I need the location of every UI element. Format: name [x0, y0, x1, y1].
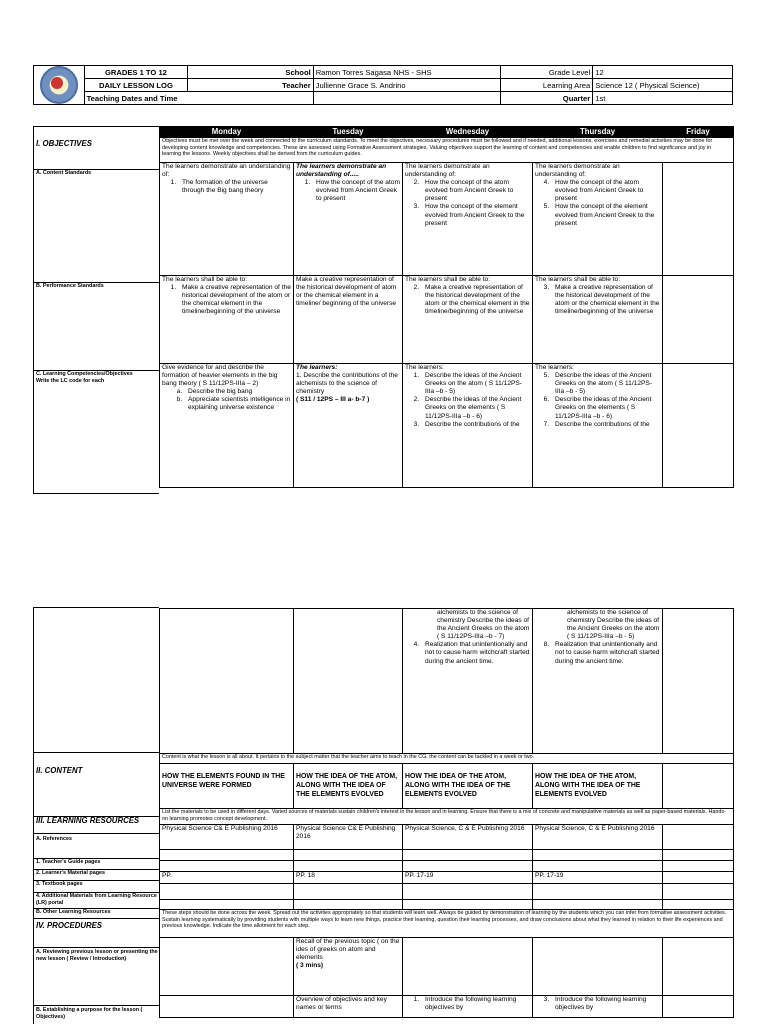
- content-std-wednesday: [403, 163, 533, 276]
- grade-level-label: Grade Level: [501, 66, 593, 79]
- purpose-friday: [663, 996, 734, 1018]
- tue-comp-text: 1. Describe the contributions of the alchemists to the science of chemistry: [296, 372, 398, 396]
- cont-tuesday: [294, 609, 403, 754]
- content-std-tuesday: [294, 163, 403, 276]
- header-table: [33, 65, 733, 105]
- thu-comp-item2: 6. Describe the ideas of the Ancient Greeks on the elements ( S 11/12PS-IIIa –b - 6): [551, 396, 660, 420]
- competency-monday: [160, 364, 294, 488]
- competencies-label-2: Write the LC code for each: [36, 378, 105, 384]
- purpose-tuesday: Overview of objectives and key names or terms: [294, 996, 403, 1018]
- day-monday: Monday: [160, 127, 294, 138]
- learning-area-value: Science 12 ( Physical Science): [593, 79, 733, 92]
- tue-cs-intro: The learners demonstrate an understanding of.....: [296, 163, 387, 179]
- references-label: A. References: [36, 836, 72, 842]
- thu-cs-intro: The learners demonstrate an understanding of:: [535, 163, 620, 179]
- other-friday: [663, 900, 734, 910]
- purpose-thu-item: 3. Introduce the following learning objectives by: [551, 996, 660, 1012]
- review-friday: [663, 938, 734, 996]
- other-thursday: [533, 900, 663, 910]
- purpose-thursday: [533, 996, 663, 1018]
- tb-friday: [663, 872, 734, 884]
- wed-cs-item1: 2. How the concept of the atom evolved from Ancient Greek to present: [421, 179, 530, 203]
- divider: [33, 833, 159, 834]
- divider: [33, 947, 159, 948]
- other-monday: [160, 900, 294, 910]
- perf-std-thursday: [533, 276, 663, 364]
- day-thursday: Thursday: [533, 127, 663, 138]
- content-wednesday: HOW THE IDEA OF THE ATOM, ALONG WITH THE IDEA OF THE ELEMENTS EVOLVED: [403, 764, 533, 809]
- review-tue-time: ( 3 mins): [296, 962, 324, 970]
- objectives-table: [159, 126, 734, 488]
- wed-cont-text: alchemists to the science of chemistry Describe the ideas of the Ancient Greeks on the atom ( S 11/12PS-IIIa –b - 7): [437, 609, 530, 641]
- learning-area-label: Learning Area: [501, 79, 593, 92]
- competency-thursday: [533, 364, 663, 488]
- mon-ps-intro: The learners shall be able to:: [162, 276, 248, 283]
- divider: [33, 1005, 159, 1006]
- mon-cs-item: 1. The formation of the universe through the Big bang theory: [178, 179, 291, 195]
- review-monday: [160, 938, 294, 996]
- thu-cont-item8: 8. Realization that unintentionally and not to cause harm witchcraft started during the ancient time.: [551, 641, 660, 665]
- thu-comp-item1: 5. Describe the ideas of the Ancient Greeks on the atom ( S 11/12PS-IIIa –b - 5): [551, 372, 660, 396]
- thu-comp-intro: The learners:: [535, 364, 574, 371]
- content-std-thursday: [533, 163, 663, 276]
- competency-friday: [663, 364, 734, 488]
- tg-tuesday: [294, 850, 403, 861]
- lm-wednesday: [403, 861, 533, 872]
- tb-thursday: PP. 17-19: [533, 872, 663, 884]
- tue-comp-code: ( S11 / 12PS – III a- b-7 ): [296, 396, 370, 404]
- cont-monday: [160, 609, 294, 754]
- wed-ps-item: 2. Make a creative representation of the historical development of the atom or the chemical element in the timeline/beginning of the universe: [421, 284, 530, 316]
- day-wednesday: Wednesday: [403, 127, 533, 138]
- content-thursday: HOW THE IDEA OF THE ATOM, ALONG WITH THE IDEA OF THE ELEMENTS EVOLVED: [533, 764, 663, 809]
- tg-wednesday: [403, 850, 533, 861]
- other-tuesday: [294, 900, 403, 910]
- purpose-wed-item: 1. Introduce the following learning objectives by: [421, 996, 530, 1012]
- other-resources-label: B. Other Learning Resources: [36, 909, 111, 915]
- perf-std-wednesday: [403, 276, 533, 364]
- review-tue-text: Recall of the previous topic ( on the ides of greeks on atom and elements: [296, 938, 400, 962]
- tg-pages-label: 1. Teacher's Guide pages: [36, 859, 101, 865]
- lr-portal-label: 4. Additional Materials from Learning Resource (LR) portal: [36, 893, 157, 906]
- review-thursday: [533, 938, 663, 996]
- tb-tuesday: PP. 18: [294, 872, 403, 884]
- teaching-dates-label: Teaching Dates and Time: [84, 92, 313, 105]
- lm-thursday: [533, 861, 663, 872]
- content-friday: [663, 764, 734, 809]
- cont-friday: [663, 609, 734, 754]
- performance-standards-label: B. Performance Standards: [36, 283, 104, 289]
- lr-wednesday: [403, 884, 533, 900]
- tb-monday: PP.: [160, 872, 294, 884]
- mon-comp-b: b. Appreciate scientists intelligence in explaining universe existence: [184, 396, 291, 412]
- purpose-label: B. Establishing a purpose for the lesson ( Objectives): [36, 1007, 143, 1020]
- objectives-heading: I. OBJECTIVES: [36, 139, 92, 148]
- competencies-label-1: C. Learning Competencies/Objectives: [36, 371, 133, 377]
- wed-comp-item3: 3. Describe the contributions of the: [421, 421, 530, 429]
- thu-cs-item2: 5. How the concept of the element evolved from Ancient Greek to the present: [551, 203, 660, 227]
- cont-thursday: [533, 609, 663, 754]
- wed-cs-item2: 3. How the concept of the element evolved from Ancient Greek to the present: [421, 203, 530, 227]
- content-standards-label: A. Content Standards: [36, 170, 92, 176]
- ref-monday: Physical Science C& E Publishing 2016: [160, 825, 294, 850]
- day-tuesday: Tuesday: [294, 127, 403, 138]
- divider: [33, 918, 159, 919]
- ref-tuesday: Physical Science C& E Publishing 2016: [294, 825, 403, 850]
- wed-ps-intro: The learners shall be able to:: [405, 276, 491, 283]
- lm-tuesday: [294, 861, 403, 872]
- other-wednesday: [403, 900, 533, 910]
- cont-wednesday: [403, 609, 533, 754]
- perf-std-monday: [160, 276, 294, 364]
- wed-comp-intro: The learners:: [405, 364, 444, 371]
- lr-friday: [663, 884, 734, 900]
- thu-cont-text: alchemists to the science of chemistry Describe the ideas of the Ancient Greeks on the atom ( S 11/12PS-IIIa –b - 5): [567, 609, 660, 641]
- ref-thursday: Physical Science, C & E Publishing 2016: [533, 825, 663, 850]
- content-heading: II. CONTENT: [36, 766, 83, 775]
- procedures-heading: IV. PROCEDURES: [36, 921, 103, 930]
- wed-comp-item1: 1. Describe the ideas of the Ancient Greeks on the atom ( S 11/12PS-IIIa –b - 5): [421, 372, 530, 396]
- resources-heading: III. LEARNING RESOURCES: [36, 816, 140, 825]
- content-description: Content is what the lesson is all about. It pertains to the subject matter that the teacher aims to teach in the CG, the content can be tackled in a week or two.: [160, 754, 734, 764]
- log-title-line2: DAILY LESSON LOG: [84, 79, 188, 92]
- divider: [33, 607, 159, 608]
- left-label-column-p2: [33, 608, 159, 1024]
- wed-cs-intro: The learners demonstrate an understanding of:: [405, 163, 490, 179]
- review-wednesday: [403, 938, 533, 996]
- tue-comp-intro: The learners:: [296, 364, 338, 371]
- lm-friday: [663, 861, 734, 872]
- school-value: Ramon Torres Sagasa NHS - SHS: [313, 66, 500, 79]
- content-tuesday: HOW THE IDEA OF THE ATOM, ALONG WITH THE IDEA OF THE ELEMENTS EVOLVED: [294, 764, 403, 809]
- mon-comp-text: Give evidence for and describe the formation of heavier elements in the big bang theory ( S 11/12PS-IIIa – 2): [162, 364, 278, 388]
- purpose-monday: [160, 996, 294, 1018]
- mon-comp-a: a. Describe the big bang: [184, 388, 291, 396]
- lr-tuesday: [294, 884, 403, 900]
- wed-cont-item4: 4. Realization that unintentionally and not to cause harm witchcraft started during the ancient time.: [421, 641, 530, 665]
- procedures-description: These steps should be done across the week. Spread out the activities appropriately so that students will learn well. Always be guided by demonstration of learning by the students which you can infer from formative assessment activities. Sustain learning systematically by providing students with multiple ways to learn new things, practice their learning, question their learning processes, and draw conclusions about what they learned in relation to their life experiences and previous knowledge. Indicate the time allotment for each step.: [160, 910, 734, 938]
- deped-seal-icon: [40, 66, 78, 104]
- perf-std-tuesday: Make a creative representation of the historical development of atom or the chemical element in a timeline/ beginning of the universe: [294, 276, 403, 364]
- review-label: A. Reviewing previous lesson or presenting the new lesson ( Review / Introduction): [36, 949, 158, 962]
- tg-friday: [663, 850, 734, 861]
- lr-thursday: [533, 884, 663, 900]
- divider: [33, 752, 159, 753]
- ref-wednesday: Physical Science, C & E Publishing 2016: [403, 825, 533, 850]
- content-std-monday: [160, 163, 294, 276]
- mon-ps-item: 1. Make a creative representation of the historical development of the atom or the chemical element in the timeline/beginning of the universe: [178, 284, 291, 316]
- deped-seal-cell: [34, 66, 85, 105]
- day-friday: Friday: [663, 127, 734, 138]
- thu-cs-item1: 4. How the concept of the atom evolved from Ancient Greek to present: [551, 179, 660, 203]
- teaching-dates-value: [313, 92, 500, 105]
- resources-description: List the materials to be used in different days. Varied sources of materials sustain children's interest in the lesson and in learning. Ensure that there is a mix of concrete and manipulative materials as well as paper-based materials. Hands-on learning promotes concept development.: [160, 809, 734, 825]
- tg-thursday: [533, 850, 663, 861]
- mon-cs-intro: The learners demonstrate an understanding of:: [162, 163, 291, 179]
- lm-monday: [160, 861, 294, 872]
- tb-wednesday: PP. 17-19: [403, 872, 533, 884]
- thu-ps-intro: The learners shall be able to:: [535, 276, 621, 283]
- lm-pages-label: 2. Learner's Material pages: [36, 870, 105, 876]
- thu-ps-item: 3. Make a creative representation of the historical development of the atom or the chemical element in the timeline/beginning of the universe: [551, 284, 660, 316]
- quarter-value: 1st: [593, 92, 733, 105]
- perf-std-friday: [663, 276, 734, 364]
- log-title-line1: GRADES 1 TO 12: [84, 66, 188, 79]
- content-std-friday: [663, 163, 734, 276]
- tg-monday: [160, 850, 294, 861]
- purpose-wednesday: [403, 996, 533, 1018]
- content-monday: HOW THE ELEMENTS FOUND IN THE UNIVERSE WERE FORMED: [160, 764, 294, 809]
- teacher-value: Jullienne Grace S. Andrino: [313, 79, 500, 92]
- lr-monday: [160, 884, 294, 900]
- objectives-description: Objectives must be met over the week and connected to the curriculum standards. To meet the objectives, necessary procedures must be followed and if needed, additional lessons, exercises and remedial activities may be done for developing content knowledge and competencies. These are assessed using Formative Assessment strategies. Valuing objectives support the learning of content and competencies and enable children to find significance and joy in learning the lessons. Weekly objectives shall be derived from the curriculum guides.: [160, 138, 734, 163]
- quarter-label: Quarter: [501, 92, 593, 105]
- competency-wednesday: [403, 364, 533, 488]
- competency-tuesday: [294, 364, 403, 488]
- wed-comp-item2: 2. Describe the ideas of the Ancient Greeks on the elements ( S 11/12PS-IIIa –b - 6): [421, 396, 530, 420]
- review-tuesday: [294, 938, 403, 996]
- teacher-label: Teacher: [188, 79, 313, 92]
- left-label-column-p1: [33, 126, 159, 494]
- school-label: School: [188, 66, 313, 79]
- lesson-table-continued: [159, 608, 734, 1018]
- thu-comp-item3: 7. Describe the contributions of the: [551, 421, 660, 429]
- ref-friday: [663, 825, 734, 850]
- textbook-pages-label: 3. Textbook pages: [36, 881, 83, 887]
- grade-level-value: 12: [593, 66, 733, 79]
- tue-cs-item: 1. How the concept of the atom evolved from Ancient Greek to present: [312, 179, 400, 203]
